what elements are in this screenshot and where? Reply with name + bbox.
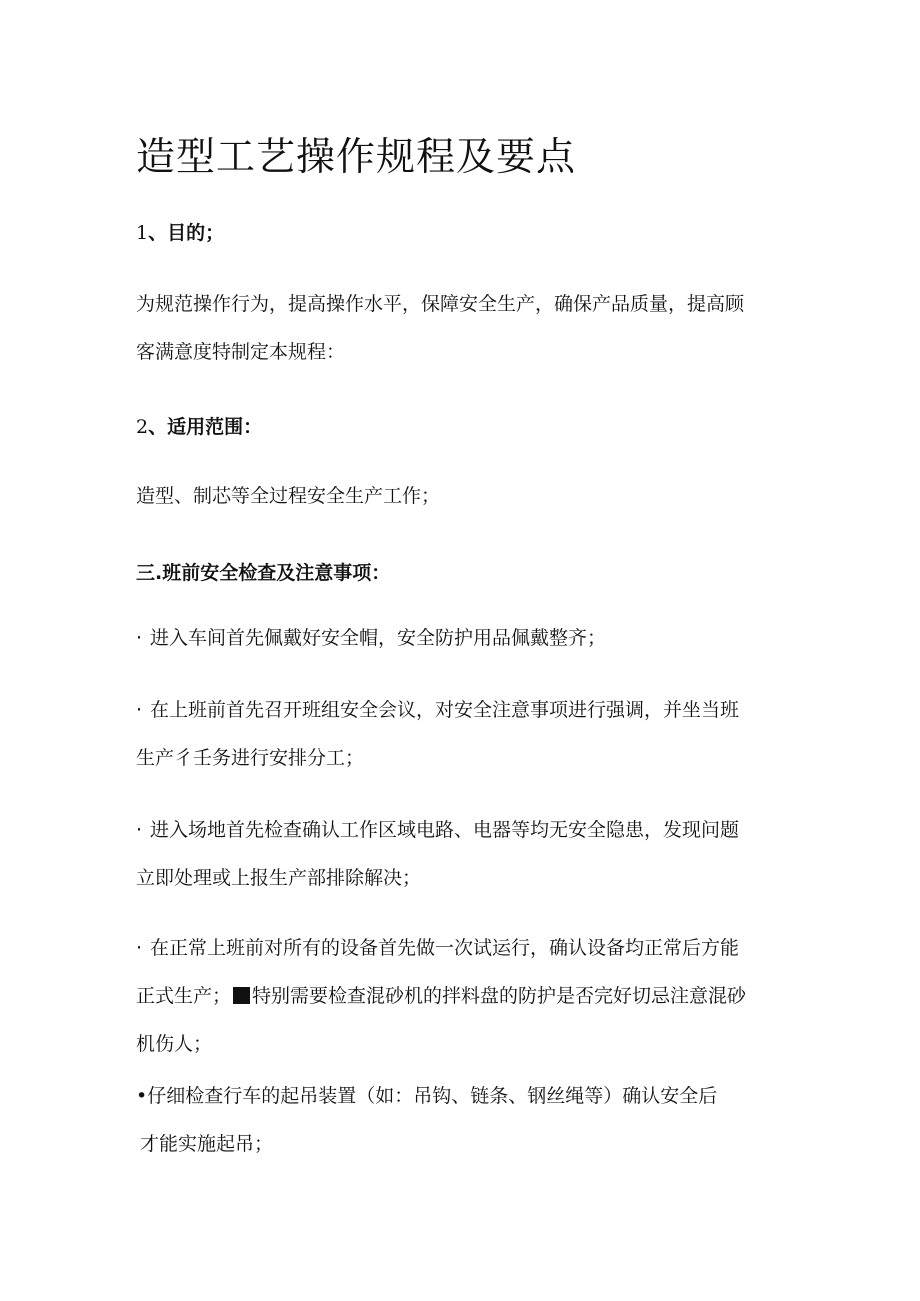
bullet-2-line-1: 在上班前首先召开班组安全会议，对安全注意事项进行强调，并坐当班 (150, 699, 740, 721)
section-1-body (136, 280, 796, 376)
section-2-body (136, 472, 796, 520)
bullet-dot-icon: · (136, 699, 143, 721)
section-1-body-line-1: 为规范操作行为，提高操作水平，保障安全生产，确保产品质量，提高顾 (136, 293, 745, 315)
section-3-heading: 三.班前安全检查及注意事项： (136, 562, 391, 584)
section-2-label: 、适用范围： (148, 416, 263, 438)
document-title: 造型工艺操作规程及要点 (136, 135, 577, 180)
bullet-5-line-2: 才能实施起吊； (140, 1133, 274, 1155)
bullet-dot-icon: • (136, 1085, 148, 1107)
bullet-3-line-2: 立即处理或上报生产部排除解决； (136, 867, 422, 889)
section-2-number: 2 (136, 416, 149, 438)
bullet-3-line-1: 进入场地首先检查确认工作区域电路、电器等均无安全隐患，发现问题 (150, 819, 740, 841)
section-2-heading (136, 412, 262, 439)
bullet-4-line-1: 在正常上班前对所有的设备首先做一次试运行，确认设备均正常后方能 (150, 937, 740, 959)
bullet-item-3 (136, 806, 739, 902)
section-1-label: 、目的； (148, 222, 225, 244)
section-1-body-line-2: 客满意度特制定本规程： (136, 341, 346, 363)
bullet-4-line-2a: 正式生产； (136, 985, 232, 1007)
bullet-dot-icon: · (136, 627, 143, 649)
bullet-5-line-1: 仔细检查行车的起吊装置（如：吊钩、链条、钢丝绳等）确认安全后 (147, 1085, 718, 1107)
bullet-1-line-1: 进入车间首先佩戴好安全帽，安全防护用品佩戴整齐； (150, 627, 607, 649)
bullet-item-1 (136, 614, 606, 662)
black-square-icon (233, 987, 250, 1004)
bullet-item-5 (136, 1072, 717, 1168)
section-1-number: 1 (136, 222, 149, 244)
bullet-item-4 (136, 924, 746, 1068)
bullet-dot-icon: · (136, 819, 143, 841)
bullet-2-line-2: 生产彳壬务进行安排分工； (136, 747, 365, 769)
section-2-body-line-1: 造型、制芯等全过程安全生产工作； (136, 485, 441, 507)
bullet-4-line-3: 机伤人； (136, 1033, 213, 1055)
bullet-4-line-2b: 特别需要检查混砂机的拌料盘的防护是否完好切忌注意混砂 (252, 985, 747, 1007)
bullet-dot-icon: · (136, 937, 143, 959)
section-1-heading (136, 218, 224, 245)
bullet-item-2 (136, 686, 739, 782)
